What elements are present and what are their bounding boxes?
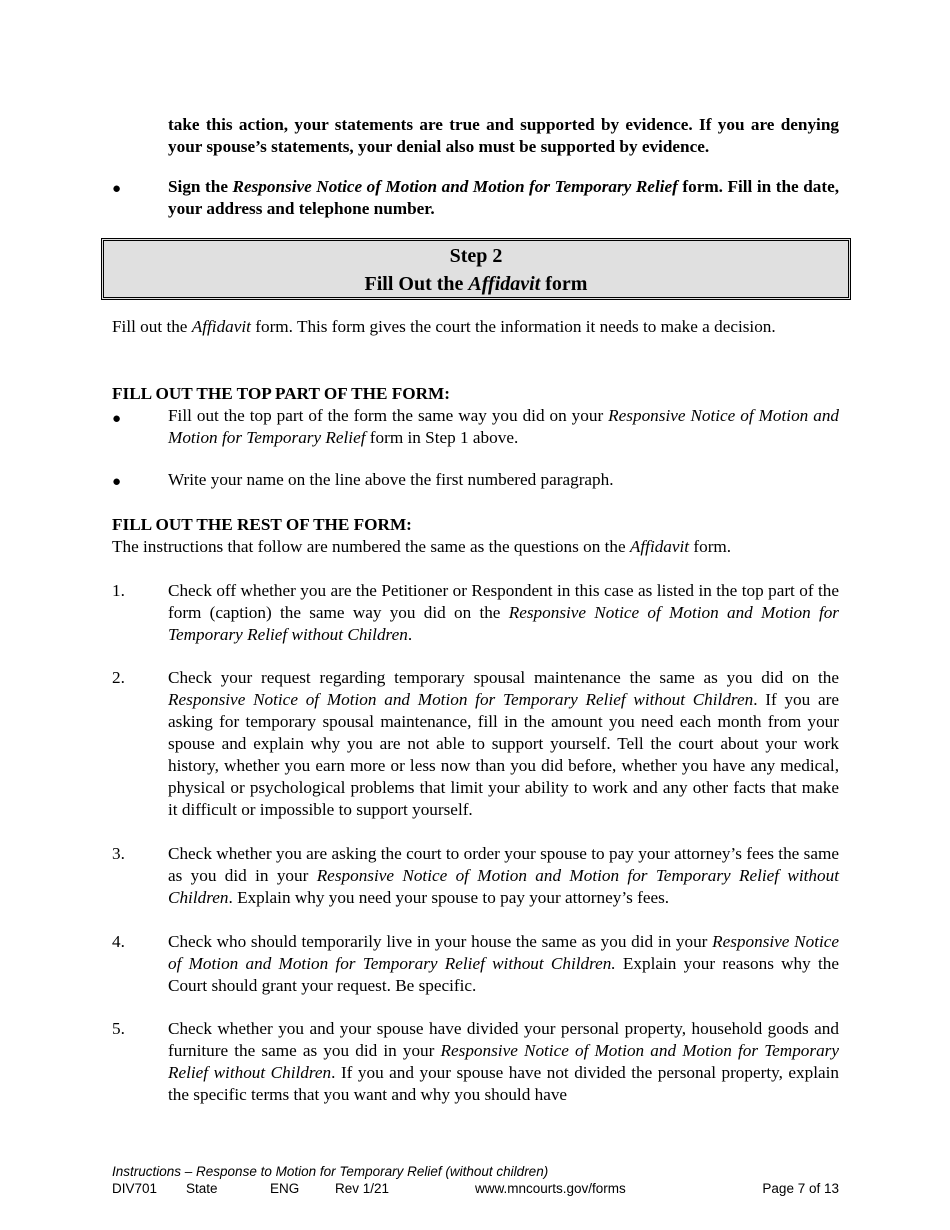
list-item [168, 667, 839, 821]
footer-title [112, 1163, 839, 1180]
step-title-italic: Affidavit [468, 273, 541, 295]
footer-url[interactable]: www.mncourts.gov/forms [475, 1181, 626, 1196]
item-number: 2. [112, 668, 125, 687]
fill-out-italic: Affidavit [191, 317, 251, 336]
step-title-suffix: form [540, 273, 588, 295]
item-form-name: Responsive Notice of Motion and Motion for Temporary Relief without Children [168, 690, 754, 709]
item-form-name: Responsive Notice of Motion and Motion for Temporary Relief without Children [168, 1041, 839, 1082]
sign-form-name: Responsive Notice of Motion and Motion for Temporary Relief [232, 177, 678, 196]
bullet-marker: ● [112, 411, 122, 427]
step-number: Step 2 [449, 245, 503, 267]
list-item [168, 1018, 839, 1106]
footer-state: State [186, 1181, 218, 1196]
rest-intro-suffix: form. [689, 537, 732, 556]
sign-prefix: Sign the [168, 177, 233, 196]
item-text: Check whether you are asking the court to order your spouse to pay your attorney’s fees the same as you did in your [168, 844, 839, 885]
item-text: Check who should temporarily live in your house the same as you did in your [168, 932, 713, 951]
rest-heading: FILL OUT THE REST OF THE FORM: [112, 515, 412, 534]
item-form-name: Responsive Notice of Motion and Motion for Temporary Relief without Children. [168, 932, 839, 973]
rest-intro-italic: Affidavit [629, 537, 690, 556]
footer-form-code: DIV701 [112, 1181, 158, 1196]
top-part-b1-prefix: Fill out the top part of the form the same way you did on your [168, 406, 609, 425]
intro-paragraph: take this action, your statements are true and supported by evidence. If you are denying your spouse’s statements, your denial also must be supported by evidence. [168, 115, 839, 156]
footer-revision: Rev 1/21 [335, 1181, 390, 1196]
item-text: . [407, 625, 413, 644]
footer-title-text: Instructions – Response to Motion for Temporary Relief (without children) [112, 1164, 549, 1179]
top-part-b1-suffix: form in Step 1 above. [365, 428, 519, 447]
list-item [168, 843, 839, 909]
step-2-banner [101, 238, 851, 300]
rest-intro-prefix: The instructions that follow are numbered the same as the questions on the [112, 537, 630, 556]
item-form-name: Responsive Notice of Motion and Motion for Temporary Relief without Children [168, 603, 839, 644]
list-item [168, 931, 839, 997]
top-part-b1-italic: Responsive Notice of Motion and Motion for Temporary Relief [168, 406, 840, 447]
item-text: . If you and your spouse have not divided the personal property, explain the specific terms that you want and why you should have [168, 1063, 839, 1104]
step-title [104, 271, 848, 297]
item-text: Check off whether you are the Petitioner or Respondent in this case as listed in the top part of the form (caption) the same way you did on the [168, 581, 839, 622]
item-number: 1. [112, 581, 125, 600]
sign-instruction [168, 176, 839, 220]
fill-out-intro [112, 316, 839, 338]
list-item [168, 580, 839, 646]
bullet-marker: ● [112, 181, 122, 197]
item-form-name: Responsive Notice of Motion and Motion for Temporary Relief without Children [168, 866, 839, 907]
item-text: Check whether you and your spouse have divided your personal property, household goods and furniture the same as you did in your [168, 1019, 839, 1060]
top-part-bullet-1 [168, 405, 839, 449]
item-text: Check your request regarding temporary spousal maintenance the same as you did on the [168, 668, 839, 687]
item-number: 5. [112, 1019, 125, 1038]
top-part-heading: FILL OUT THE TOP PART OF THE FORM: [112, 384, 450, 403]
item-number: 4. [112, 932, 125, 951]
sign-suffix: form. Fill in the date, your address and telephone number. [168, 177, 839, 218]
item-text: Explain your reasons why the Court should grant your request. Be specific. [168, 954, 839, 995]
step-title-prefix: Fill Out the [364, 273, 469, 295]
bullet-marker: ● [112, 474, 122, 490]
footer-page-number: Page 7 of 13 [762, 1181, 839, 1196]
item-text: . If you are asking for temporary spousal maintenance, fill in the amount you need each month from your spouse and explain why you are not able to support yourself. Tell the court about your work history, whether you earn more or less now than you did before, whether you have any medical, physical or psychological problems that limit your ability to work and any other facts that make it difficult or impossible to support yourself. [168, 690, 839, 819]
fill-out-prefix: Fill out the [112, 317, 192, 336]
fill-out-suffix: form. This form gives the court the information it needs to make a decision. [250, 317, 776, 336]
item-text: . Explain why you need your spouse to pay your attorney’s fees. [228, 888, 670, 907]
rest-intro [112, 536, 839, 558]
top-part-bullet-2: Write your name on the line above the first numbered paragraph. [168, 470, 614, 489]
footer-meta [112, 1180, 839, 1197]
footer-language: ENG [270, 1181, 300, 1196]
item-number: 3. [112, 844, 125, 863]
